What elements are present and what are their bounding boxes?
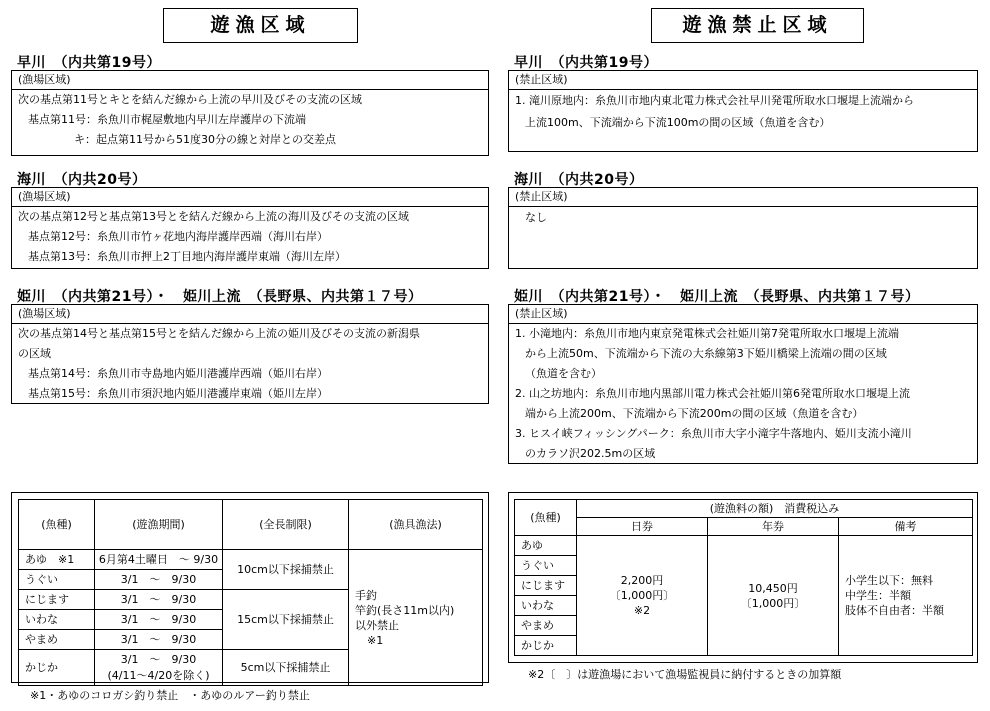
gear-line: 以外禁止 — [355, 618, 399, 632]
panel-himekawa-fishing-area — [11, 304, 489, 404]
section-title-umikawa-right: 海川 （内共20号） — [514, 172, 644, 188]
panel-label: (禁止区域) — [509, 305, 977, 324]
panel-umikawa-no-fishing — [508, 187, 978, 269]
length-limit: 15cm以下採捕禁止 — [223, 590, 349, 650]
fee-header-daily: 日券 — [577, 518, 708, 536]
panel-label: (漁場区域) — [12, 305, 488, 324]
header-fish: (魚種) — [19, 500, 95, 550]
section-title-hayakawa-right: 早川 （内共第19号） — [514, 55, 658, 71]
panel-line: から上流50m、下流端から下流の大糸線第3下姫川橋梁上流端の間の区域 — [525, 347, 887, 360]
fishing-period: 6月第4土曜日 ～ 9/30 — [95, 550, 223, 570]
panel-line: のカラソ沢202.5mの区域 — [525, 447, 656, 460]
panel-line: 基点第11号：糸魚川市梶屋敷地内早川左岸護岸の下流端 — [28, 113, 306, 126]
fee-fish-name: うぐい — [515, 556, 577, 576]
panel-hayakawa-no-fishing — [508, 70, 978, 152]
fee-remarks — [839, 536, 973, 656]
fee-remarks-line: 中学生：半額 — [845, 589, 911, 602]
length-limit: 5cm以下採捕禁止 — [223, 650, 349, 686]
panel-label: (禁止区域) — [509, 188, 977, 207]
panel-line: の区域 — [18, 347, 51, 360]
gear-line: ※1 — [367, 633, 384, 647]
section-title-umikawa-left: 海川 （内共20号） — [17, 172, 147, 188]
panel-line: なし — [525, 211, 547, 224]
header-period: (遊漁期間) — [95, 500, 223, 550]
fish-name: やまめ — [19, 630, 95, 650]
panel-himekawa-no-fishing — [508, 304, 978, 464]
fishing-period: 3/1 ～ 9/30 — [95, 630, 223, 650]
fish-table-frame — [11, 492, 489, 683]
panel-line: 1. 小滝地内：糸魚川市地内東京発電株式会社姫川第7発電所取水口堰堤上流端 — [515, 327, 899, 340]
fee-table-frame — [508, 492, 978, 663]
panel-line: 基点第15号：糸魚川市須沢地内姫川港護岸東端（姫川左岸） — [28, 387, 328, 400]
daily-fee-line: 〔1,000円〕 — [609, 589, 675, 602]
daily-fee-line: 2,200円 — [620, 574, 664, 587]
fee-table-footnote: ※2〔 〕は遊漁場において漁場監視員に納付するときの加算額 — [528, 668, 842, 681]
daily-fee — [577, 536, 708, 656]
fee-fish-name: いわな — [515, 596, 577, 616]
fishing-period — [95, 650, 223, 686]
fish-name: いわな — [19, 610, 95, 630]
section-title-himekawa-right: 姫川 （内共第21号）・ 姫川上流 （長野県、内共第１７号） — [514, 289, 920, 305]
fishing-period-exception: (4/11～4/20を除く) — [107, 668, 210, 682]
fee-header-amount: (遊漁料の額) 消費税込み — [577, 500, 973, 518]
fee-fish-name: にじます — [515, 576, 577, 596]
panel-line: 基点第13号：糸魚川市押上2丁目地内海岸護岸東端（海川左岸） — [28, 250, 346, 263]
gear-method — [349, 550, 483, 686]
panel-line: 3. ヒスイ峡フィッシングパーク：糸魚川市大字小滝字牛落地内、姫川支流小滝川 — [515, 427, 912, 440]
header-length-limit: (全長制限) — [223, 500, 349, 550]
fishing-period: 3/1 ～ 9/30 — [95, 570, 223, 590]
panel-label: (漁場区域) — [12, 71, 488, 90]
fee-header-remarks: 備考 — [839, 518, 973, 536]
panel-line: 次の基点第11号とキとを結んだ線から上流の早川及びその支流の区域 — [18, 93, 362, 106]
fish-name: にじます — [19, 590, 95, 610]
fee-fish-name: かじか — [515, 636, 577, 656]
annual-fee-line: 〔1,000円〕 — [740, 596, 806, 610]
panel-umikawa-fishing-area — [11, 187, 489, 269]
length-limit: 10cm以下採捕禁止 — [223, 550, 349, 590]
fee-remarks-line: 小学生以下：無料 — [845, 574, 933, 587]
panel-line: 2. 山之坊地内：糸魚川市地内黒部川電力株式会社姫川第6発電所取水口堰堤上流 — [515, 387, 910, 400]
fee-header-annual: 年券 — [708, 518, 839, 536]
annual-fee-line: 10,450円 — [748, 581, 798, 595]
fishing-period-line: 3/1 ～ 9/30 — [120, 652, 197, 666]
section-title-himekawa-left: 姫川 （内共第21号）・ 姫川上流 （長野県、内共第１７号） — [17, 289, 423, 305]
panel-line: キ：起点第11号から51度30分の線と対岸との交差点 — [74, 133, 336, 146]
fish-name: かじか — [19, 650, 95, 686]
panel-label: (禁止区域) — [509, 71, 977, 90]
fee-header-fish: (魚種) — [515, 500, 577, 536]
annual-fee — [708, 536, 839, 656]
panel-line: 端から上流200m、下流端から下流200mの間の区域（魚道を含む） — [525, 407, 864, 420]
panel-label: (漁場区域) — [12, 188, 488, 207]
header-gear-method: (漁具漁法) — [349, 500, 483, 550]
fish-period-table — [18, 499, 483, 686]
fish-table-footnote: ※1・あゆのコロガシ釣り禁止 ・あゆのルアー釣り禁止 — [30, 689, 310, 702]
gear-line: 手釣 — [355, 588, 377, 602]
fee-fish-name: やまめ — [515, 616, 577, 636]
fish-name: うぐい — [19, 570, 95, 590]
fee-table — [514, 499, 973, 656]
panel-line: 次の基点第14号と基点第15号とを結んだ線から上流の姫川及びその支流の新潟県 — [18, 327, 420, 340]
gear-line: 竿釣(長さ11m以内) — [355, 603, 455, 617]
fish-name: あゆ ※1 — [19, 550, 95, 570]
panel-line: （魚道を含む） — [525, 367, 602, 380]
panel-line: 次の基点第12号と基点第13号とを結んだ線から上流の海川及びその支流の区域 — [18, 210, 409, 223]
fishing-period: 3/1 ～ 9/30 — [95, 610, 223, 630]
fishing-area-header: 遊漁区域 — [163, 8, 358, 43]
fishing-period: 3/1 ～ 9/30 — [95, 590, 223, 610]
panel-line: 1. 滝川原地内：糸魚川市地内東北電力株式会社早川発電所取水口堰堤上流端から — [515, 94, 914, 107]
fee-remarks-line: 肢体不自由者：半額 — [845, 604, 944, 617]
panel-hayakawa-fishing-area — [11, 70, 489, 156]
section-title-hayakawa-left: 早川 （内共第19号） — [17, 55, 161, 71]
panel-line: 基点第14号：糸魚川市寺島地内姫川港護岸西端（姫川右岸） — [28, 367, 328, 380]
panel-line: 上流100m、下流端から下流100mの間の区域（魚道を含む） — [525, 116, 831, 129]
fee-fish-name: あゆ — [515, 536, 577, 556]
no-fishing-area-header: 遊漁禁止区域 — [651, 8, 864, 43]
daily-fee-line: ※2 — [633, 604, 651, 617]
panel-line: 基点第12号：糸魚川市竹ヶ花地内海岸護岸西端（海川右岸） — [28, 230, 328, 243]
